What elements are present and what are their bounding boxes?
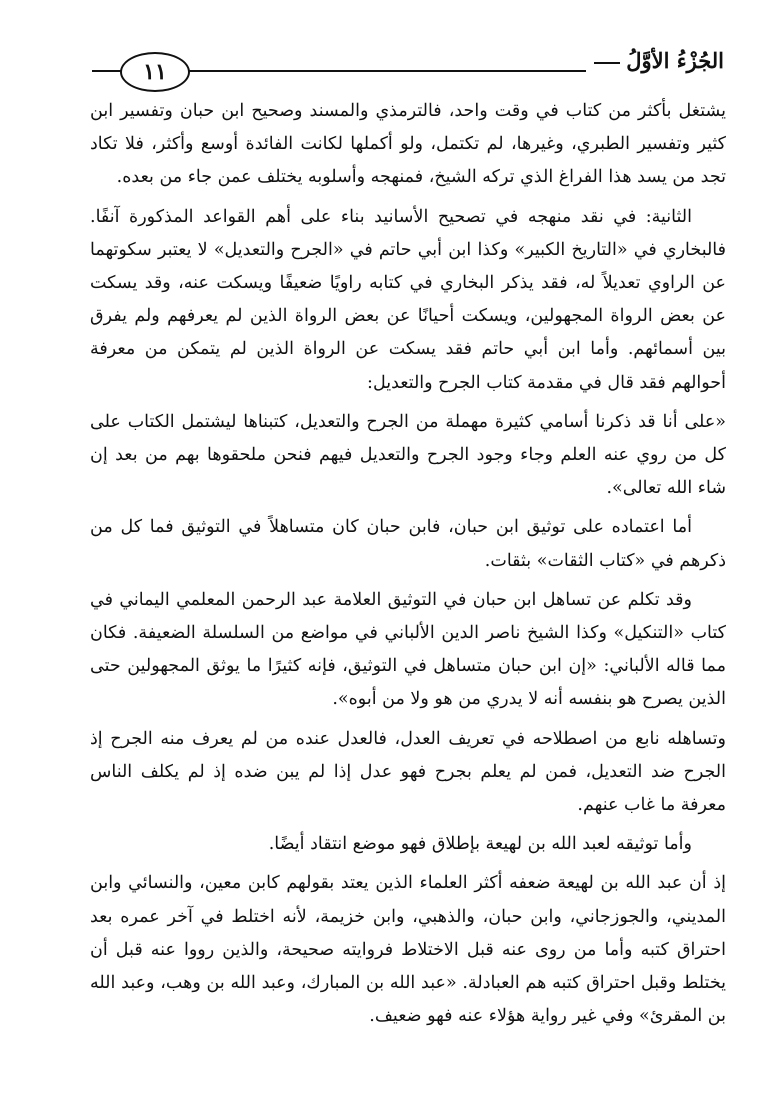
title-dash <box>594 62 620 64</box>
paragraph: وقد تكلم عن تساهل ابن حبان في التوثيق العلامة عبد الرحمن المعلمي اليماني في كتاب «التنكيل» وكذا الشيخ ناصر الدين الألباني في مواضع من السلسلة الضعيفة. فكان مما قاله الألباني: «إن ابن حبان متساهل في التوثيق، فإنه كثيرًا ما يوثق المجهولين حتى الذين يصرح هو بنفسه أنه لا يدري من هو ولا من أبوه». <box>90 589 726 710</box>
page-number <box>120 52 190 92</box>
paragraph: وأما توثيقه لعبد الله بن لهيعة بإطلاق فهو موضع انتقاد أيضًا. <box>268 834 692 855</box>
paragraph: أما اعتماده على توثيق ابن حبان، فابن حبان كان متساهلاً في التوثيق فما كل من ذكرهم في «كتاب الثقات» بثقات. <box>90 517 726 571</box>
page-header <box>92 40 724 88</box>
paragraph: إذ أن عبد الله بن لهيعة ضعفه أكثر العلماء الذين يعتد بقولهم كابن معين، والنسائي وابن المديني، والجوزجاني، وابن حبان، والذهبي، وابن خزيمة، لأنه اختلط في آخر عمره بعد احتراق كتبه وأما من روى عنه قبل الاختلاط فروايته صحيحة، والذين رووا عنه قبل أن يختلط وقبل احتراق كتبه هم العبادلة. «عبد الله بن المبارك، وعبد الله بن وهب، وعبد الله بن المقرئ» وفي غير رواية هؤلاء عنه فهو ضعيف. <box>90 873 726 1027</box>
paragraph: وتساهله نابع من اصطلاحه في تعريف العدل، فالعدل عنده من لم يعرف منه الجرح إذ الجرح ضد التعديل، فمن لم يعلم بجرح فهو عدل إذا لم يبن ضده إذ لم يكلف الناس معرفة ما غاب عنهم. <box>90 728 726 816</box>
running-title-text: الجُزْءُ الأوَّلُ <box>626 48 724 73</box>
running-title <box>586 48 724 73</box>
paragraph: الثانية: في نقد منهجه في تصحيح الأسانيد بناء على أهم القواعد المذكورة آنفًا. فالبخاري في «التاريخ الكبير» وكذا ابن أبي حاتم في «الجرح والتعديل» لا يعتبر سكوتهما عن الراوي تعديلاً له، فقد يذكر البخاري في كتابه راويًا ضعيفًا ويسكت عنه، وقد يسكت عن بعض الرواة المجهولين، ويسكت أحيانًا عن بعض الرواة الذين لم يعرفهم ولم يفرق بين أسمائهم. وأما ابن أبي حاتم فقد يسكت عن الرواة الذين لم يتمكن من معرفة أحوالهم فقد قال في مقدمة كتاب الجرح والتعديل: <box>90 206 726 393</box>
paragraph: يشتغل بأكثر من كتاب في وقت واحد، فالترمذي والمسند وصحيح ابن حبان وتفسير ابن كثير وتفسير الطبري، وغيرها، لم تكتمل، ولو أكملها لكانت الفائدة أوسع وأكثر، فلا تكاد تجد من يسد هذا الفراغ الذي تركه الشيخ، فمنهجه وأسلوبه يختلف عمن جاء من بعده. <box>90 101 726 188</box>
quoted-paragraph: «على أنا قد ذكرنا أسامي كثيرة مهملة من الجرح والتعديل، كتبناها ليشتمل الكتاب على كل من روي عنه العلم وجاء وجود الجرح والتعديل فيهم فنحن ملحقوها بهم من بعد إن شاء الله تعالى». <box>90 411 726 499</box>
page-number-text: ١١ <box>143 59 167 85</box>
page-body <box>90 95 726 1039</box>
